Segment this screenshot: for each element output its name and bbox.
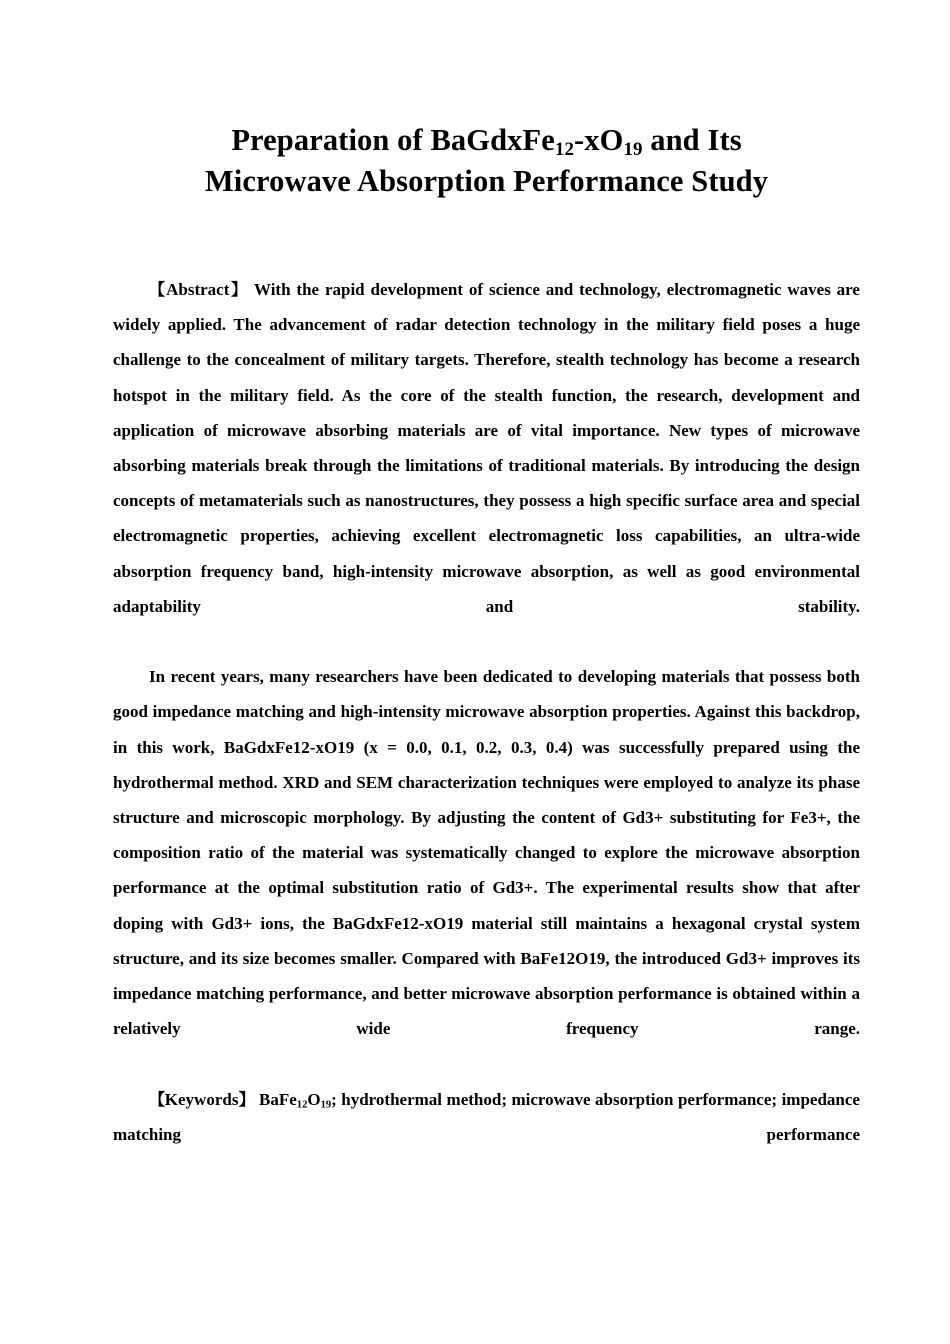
- abstract-text: With the rapid development of science and technology, electromagnetic waves are widely applied. The advancement of radar detection technology in the military field poses a huge challenge to the concealment of military targets. Therefore, stealth technology has become a research hotspot in the military field. As the core of the stealth function, the research, development and application of microwave absorbing materials are of vital importance. New types of microwave absorbing materials break through the limitations of traditional materials. By introducing the design concepts of metamaterials such as nanostructures, they possess a high specific surface area and special electromagnetic properties, achieving excellent electromagnetic loss capabilities, an ultra-wide absorption frequency band, high-intensity microwave absorption, as well as good environmental adaptability and stability.: [113, 280, 860, 616]
- title-subscript-19: 19: [623, 139, 643, 161]
- abstract-paragraph: [113, 272, 860, 659]
- keywords-term-prefix: BaFe: [254, 1089, 297, 1109]
- abstract-bracket-close: 】: [229, 280, 249, 299]
- intro-paragraph-text: In recent years, many researchers have been dedicated to developing materials that possess both good impedance matching and high-intensity microwave absorption properties. Against this backdrop, in this work, BaGdxFe12-xO19 (x = 0.0, 0.1, 0.2, 0.3, 0.4) was successfully prepared using the hydrothermal method. XRD and SEM characterization techniques were employed to analyze its phase structure and microscopic morphology. By adjusting the content of Gd3+ substituting for Fe3+, the composition ratio of the material was systematically changed to explore the microwave absorption performance at the optimal substitution ratio of Gd3+. The experimental results show that after doping with Gd3+ ions, the BaGdxFe12-xO19 material still maintains a hexagonal crystal system structure, and its size becomes smaller. Compared with BaFe12O19, the introduced Gd3+ improves its impedance matching performance, and better microwave absorption performance is obtained within a relatively wide frequency range.: [113, 667, 860, 1039]
- keywords-rest: ; hydrothermal method; microwave absorption performance; impedance matching performance: [113, 1089, 860, 1144]
- keywords-term-mid: O: [307, 1089, 321, 1109]
- page-title: [113, 120, 860, 202]
- keywords-bracket-close: 】: [238, 1089, 255, 1109]
- title-subscript-12: 12: [554, 139, 574, 161]
- title-line-2: Microwave Absorption Performance Study: [204, 164, 769, 199]
- intro-paragraph: [113, 659, 860, 1081]
- keywords-subscript-12: 12: [296, 1099, 308, 1111]
- title-line-1-mid: -xO: [574, 123, 624, 158]
- keywords-subscript-19: 19: [320, 1099, 332, 1111]
- body-text-block: [113, 272, 860, 1187]
- keywords-bracket-open: 【: [149, 1089, 165, 1109]
- title-line-1: [113, 120, 860, 161]
- title-line-1-prefix: Preparation of BaGdxFe: [231, 123, 555, 158]
- abstract-label: Abstract: [166, 280, 230, 299]
- keywords-paragraph: [113, 1082, 860, 1188]
- keywords-label: Keywords: [164, 1089, 239, 1109]
- abstract-bracket-open: 【: [149, 280, 167, 299]
- title-line-1-suffix: and Its: [642, 123, 742, 158]
